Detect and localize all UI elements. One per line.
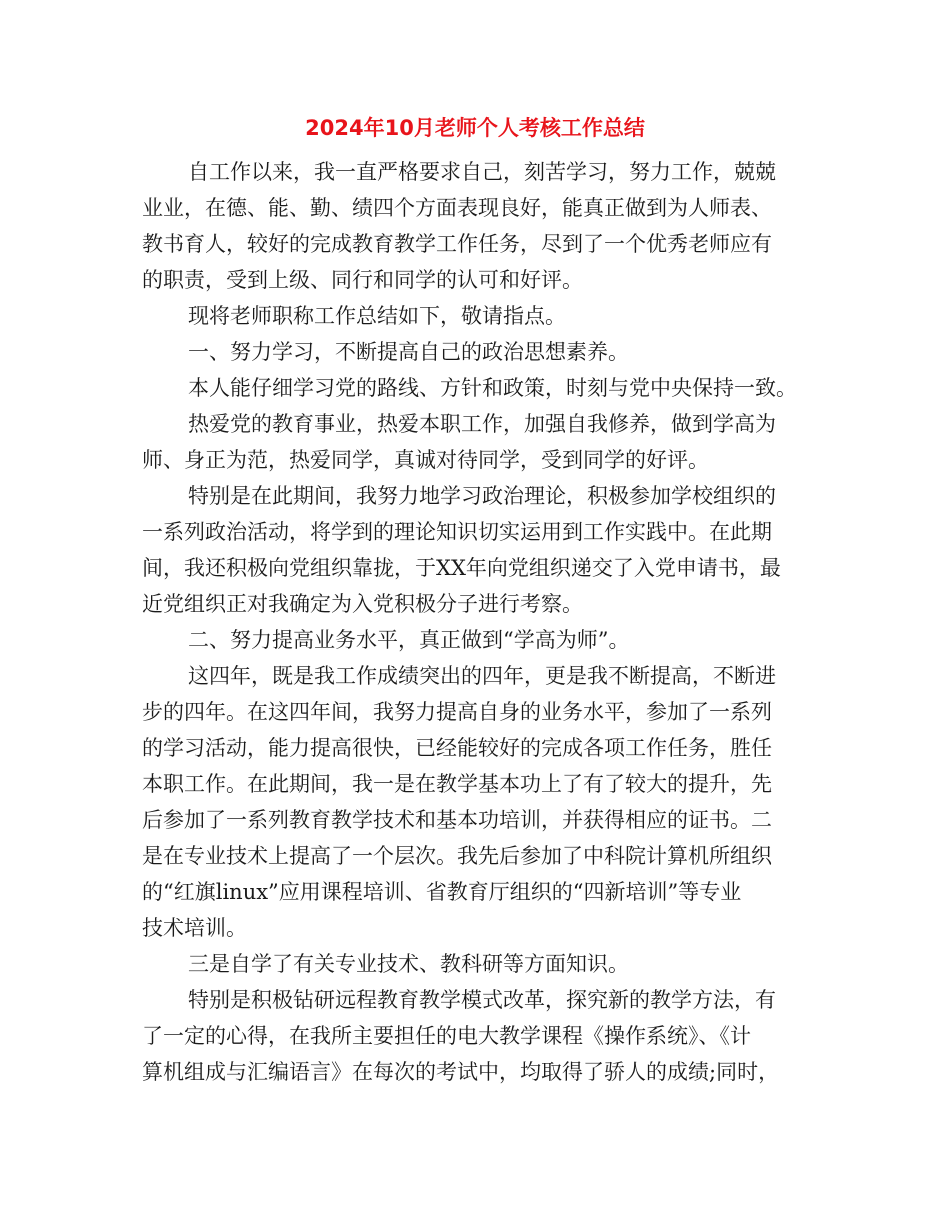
body-line: 本职工作。在此期间，我一是在教学基本功上了有了较大的提升，先 <box>142 772 772 796</box>
body-line: 步的四年。在这四年间，我努力提高自身的业务水平，参加了一系列 <box>142 700 772 724</box>
body-line: 这四年，既是我工作成绩突出的四年，更是我不断提高，不断进 <box>188 664 776 688</box>
body-line: 三是自学了有关专业技术、教科研等方面知识。 <box>188 952 629 976</box>
body-line: 热爱党的教育事业，热爱本职工作，加强自我修养，做到学高为 <box>188 412 776 436</box>
body-line: 的职责，受到上级、同行和同学的认可和好评。 <box>142 268 583 292</box>
body-line: 间，我还积极向党组织靠拢，于XX年向党组织递交了入党申请书，最 <box>142 556 781 580</box>
body-line: 本人能仔细学习党的路线、方针和政策，时刻与党中央保持一致。 <box>188 376 797 400</box>
body-line: 业业，在德、能、勤、绩四个方面表现良好，能真正做到为人师表、 <box>142 196 772 220</box>
section-heading: 一、努力学习，不断提高自己的政治思想素养。 <box>188 340 629 364</box>
body-line: 技术培训。 <box>142 916 247 940</box>
body-line: 师、身正为范，热爱同学，真诚对待同学，受到同学的好评。 <box>142 448 709 472</box>
body-line: 教书育人，较好的完成教育教学工作任务，尽到了一个优秀老师应有 <box>142 232 772 256</box>
body-line: 特别是在此期间，我努力地学习政治理论，积极参加学校组织的 <box>188 484 776 508</box>
body-line: 是在专业技术上提高了一个层次。我先后参加了中科院计算机所组织 <box>142 844 772 868</box>
body-line: 一系列政治活动，将学到的理论知识切实运用到工作实践中。在此期 <box>142 520 772 544</box>
body-line: 近党组织正对我确定为入党积极分子进行考察。 <box>142 592 583 616</box>
body-line: 自工作以来，我一直严格要求自己，刻苦学习，努力工作，兢兢 <box>188 160 776 184</box>
body-line: 算机组成与汇编语言》在每次的考试中，均取得了骄人的成绩;同时， <box>142 1060 780 1084</box>
body-line: 现将老师职称工作总结如下，敬请指点。 <box>188 304 566 328</box>
body-line: 特别是积极钻研远程教育教学模式改革，探究新的教学方法，有 <box>188 988 776 1012</box>
body-line: 了一定的心得，在我所主要担任的电大教学课程《操作系统》、《计 <box>142 1024 751 1048</box>
document-title: 2024年10月老师个人考核工作总结 <box>305 116 645 140</box>
body-line: 后参加了一系列教育教学技术和基本功培训，并获得相应的证书。二 <box>142 808 772 832</box>
body-line: 的学习活动，能力提高很快，已经能较好的完成各项工作任务，胜任 <box>142 736 772 760</box>
body-line: 的“红旗linux”应用课程培训、省教育厅组织的“四新培训”等专业 <box>142 880 742 904</box>
section-heading: 二、努力提高业务水平，真正做到“学高为师”。 <box>188 628 630 652</box>
